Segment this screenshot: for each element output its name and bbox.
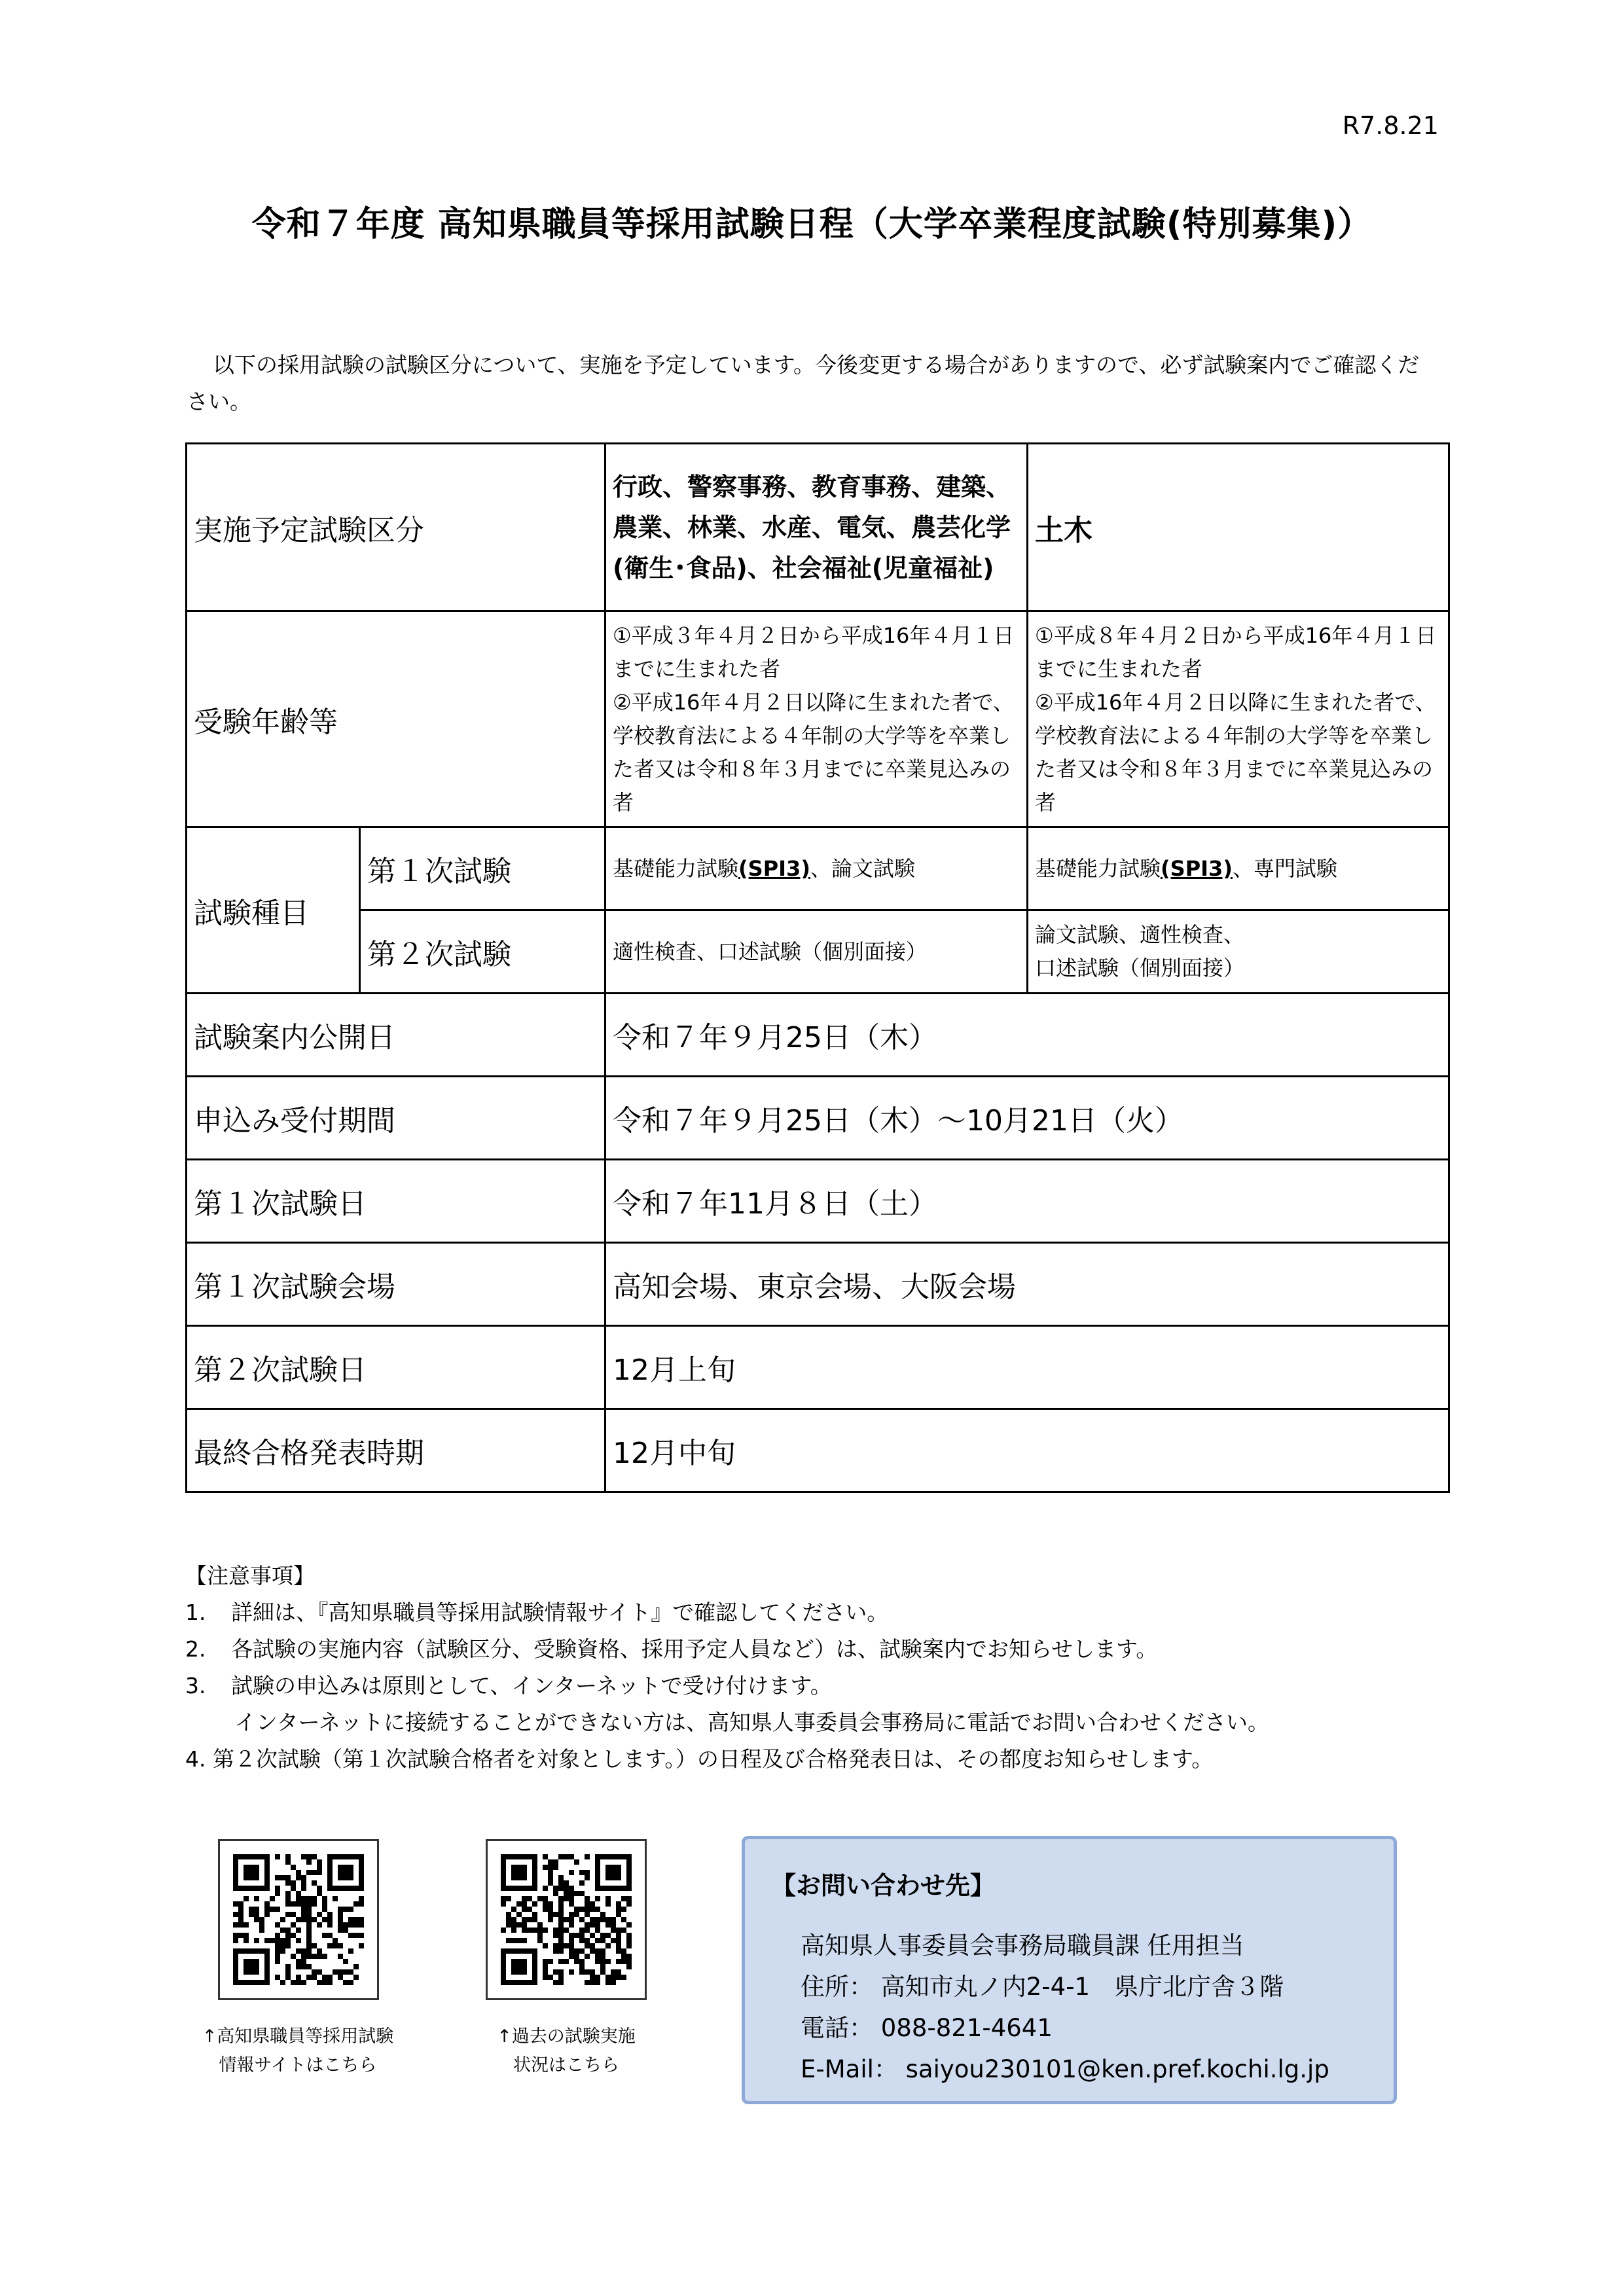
- category-a-cell: 行政、警察事務、教育事務、建築、農業、林業、水産、電気、農芸化学(衛生･食品)、社会福祉(児童福祉): [605, 444, 1028, 611]
- note-number: 2.: [185, 1636, 206, 1662]
- table-row: [187, 611, 1449, 827]
- first-exam-a-cell: [605, 827, 1028, 910]
- row-label: 第１次試験会場: [187, 1243, 605, 1326]
- age-a-cell: [605, 611, 1028, 827]
- category-b-cell: 土木: [1028, 444, 1449, 611]
- contact-org: 高知県人事委員会事務局職員課 任用担当: [801, 1931, 1244, 1960]
- contact-email: E-Mail： saiyou230101@ken.pref.kochi.lg.jp: [801, 2055, 1329, 2083]
- qr-caption-recruitment-site: [164, 2022, 432, 2080]
- table-row: [187, 1160, 1449, 1243]
- row-value: 12月上旬: [605, 1326, 1449, 1409]
- note-item: 4. 第２次試験（第１次試験合格者を対象とします。）の日程及び合格発表日は、その都度お知らせします。: [185, 1746, 1214, 1772]
- note-item: [185, 1631, 1462, 1668]
- contact-box: [742, 1836, 1397, 2104]
- notes-section: [185, 1558, 1462, 1778]
- table-row: [187, 1077, 1449, 1160]
- first-b-text-post: 、専門試験: [1232, 855, 1337, 881]
- age-b-cell: [1028, 611, 1449, 827]
- qr-caption-line: 状況はこちら: [513, 2055, 619, 2075]
- note-text: 詳細は、『高知県職員等採用試験情報サイト』で確認してください。: [231, 1600, 889, 1625]
- contact-heading: 【お問い合わせ先】: [771, 1871, 996, 1900]
- age-a-line-2: ②平成16年４月２日以降に生まれた者で、学校教育法による４年制の大学等を卒業した者又は令和８年３月までに卒業見込みの者: [613, 689, 1014, 815]
- qr-caption-line: 情報サイトはこちら: [219, 2055, 377, 2075]
- note-item: [185, 1594, 1462, 1631]
- contact-phone: 電話： 088-821-4641: [801, 2014, 1053, 2042]
- row-label: 第２次試験日: [187, 1326, 605, 1409]
- row-value: 令和７年９月25日（木）～10月21日（火）: [605, 1077, 1449, 1160]
- row-label: 試験案内公開日: [187, 994, 605, 1077]
- notes-heading: 【注意事項】: [185, 1563, 315, 1588]
- spi-text: (SPI3): [738, 855, 810, 881]
- age-label: 受験年齢等: [187, 611, 605, 827]
- table-row: [187, 994, 1449, 1077]
- qr-caption-past-exams: [445, 2022, 687, 2080]
- qr-code-past-exams[interactable]: [486, 1839, 647, 2000]
- note-number: 1.: [185, 1600, 206, 1625]
- second-b-line-1: 論文試験、適性検査、: [1035, 922, 1245, 947]
- first-exam-b-cell: [1028, 827, 1449, 910]
- first-a-text: 基礎能力試験: [613, 855, 739, 881]
- note-item: [185, 1668, 1462, 1704]
- qr-code-recruitment-site[interactable]: [218, 1839, 379, 2000]
- intro-text: 以下の採用試験の試験区分について、実施を予定しています。今後変更する場合がありますので、必ず試験案内でご確認ください。: [187, 352, 1420, 414]
- second-exam-label: 第２次試験: [360, 910, 605, 994]
- category-label: 実施予定試験区分: [187, 444, 605, 611]
- second-exam-a-cell: 適性検査、口述試験（個別面接）: [605, 910, 1028, 994]
- table-row: [187, 1326, 1449, 1409]
- row-label: 最終合格発表時期: [187, 1409, 605, 1492]
- first-a-text-post: 、論文試験: [810, 855, 915, 881]
- table-row: [187, 910, 1449, 994]
- schedule-table: [185, 442, 1450, 1493]
- row-value: 12月中旬: [605, 1409, 1449, 1492]
- table-row: [187, 827, 1449, 910]
- note-text: 試験の申込みは原則として、インターネットで受け付けます。: [231, 1673, 832, 1698]
- qr-caption-line: ↑高知県職員等採用試験: [202, 2026, 394, 2047]
- row-value: 令和７年９月25日（木）: [605, 994, 1449, 1077]
- second-b-line-2: 口述試験（個別面接）: [1035, 956, 1245, 980]
- age-a-line-1: ①平成３年４月２日から平成16年４月１日までに生まれた者: [613, 622, 1015, 681]
- spi-text: (SPI3): [1161, 855, 1233, 881]
- age-b-line-1: ①平成８年４月２日から平成16年４月１日までに生まれた者: [1035, 622, 1437, 681]
- contact-address: 住所： 高知市丸ノ内2-4-1 県庁北庁舎３階: [801, 1973, 1284, 2001]
- qr-pattern: [233, 1854, 364, 1985]
- page-title: 令和７年度 高知県職員等採用試験日程（大学卒業程度試験(特別募集)）: [251, 205, 1373, 244]
- note-text: 各試験の実施内容（試験区分、受験資格、採用予定人員など）は、試験案内でお知らせします。: [231, 1636, 1158, 1662]
- document-date: R7.8.21: [1342, 111, 1439, 140]
- table-row: [187, 444, 1449, 611]
- age-b-line-2: ②平成16年４月２日以降に生まれた者で、学校教育法による４年制の大学等を卒業した者又は令和８年３月までに卒業見込みの者: [1035, 689, 1436, 815]
- note-number: 3.: [185, 1673, 206, 1698]
- first-exam-label: 第１次試験: [360, 827, 605, 910]
- table-row: [187, 1243, 1449, 1326]
- first-b-text: 基礎能力試験: [1035, 855, 1161, 881]
- row-value: 高知会場、東京会場、大阪会場: [605, 1243, 1449, 1326]
- qr-pattern: [501, 1854, 632, 1985]
- row-value: 令和７年11月８日（土）: [605, 1160, 1449, 1243]
- exam-type-label: 試験種目: [187, 827, 360, 994]
- row-label: 申込み受付期間: [187, 1077, 605, 1160]
- row-label: 第１次試験日: [187, 1160, 605, 1243]
- qr-caption-line: ↑過去の試験実施: [497, 2026, 636, 2047]
- second-exam-b-cell: [1028, 910, 1449, 994]
- table-row: [187, 1409, 1449, 1492]
- note-item-continued: インターネットに接続することができない方は、高知県人事委員会事務局に電話でお問い合わせください。: [234, 1710, 1270, 1735]
